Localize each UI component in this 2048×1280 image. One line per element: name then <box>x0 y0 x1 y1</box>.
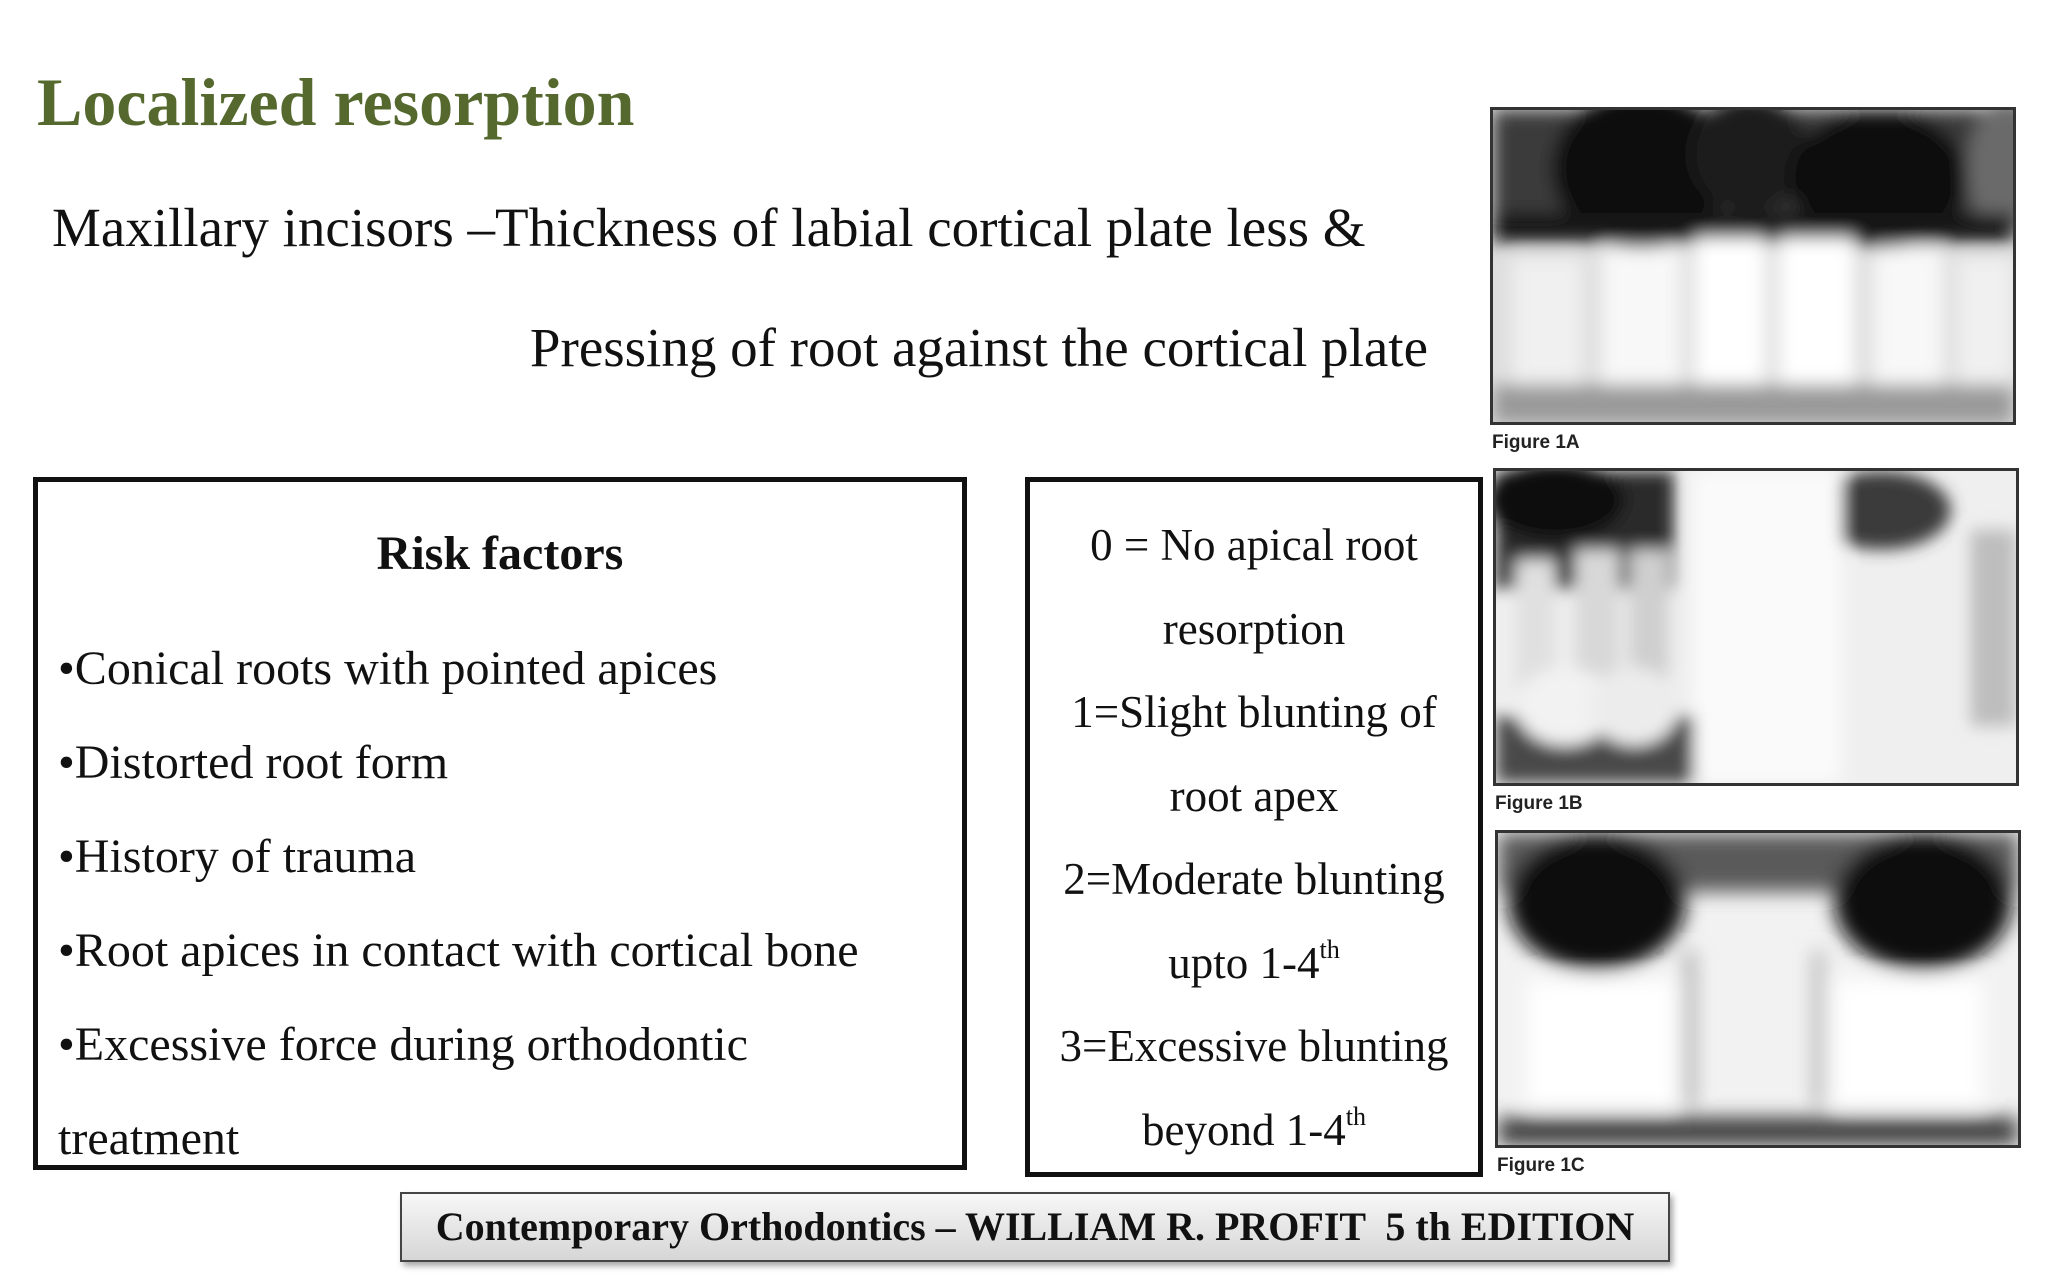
scale-line-text: 0 = No apical root <box>1090 520 1418 570</box>
scale-line-text: 3=Excessive blunting <box>1059 1021 1449 1071</box>
intro-line-1: Maxillary incisors –Thickness of labial cortical plate less & <box>52 197 1366 258</box>
resorption-scale-list <box>1030 504 1478 1172</box>
scale-line-text: upto 1-4 <box>1168 937 1320 988</box>
figure-1c <box>1495 830 2021 1175</box>
radiograph-image <box>1493 468 2019 786</box>
risk-factor-item: •Conical roots with pointed apices <box>58 642 718 695</box>
scale-line-text: root apex <box>1169 770 1339 821</box>
scale-line <box>1030 671 1478 755</box>
risk-factor-item: treatment <box>58 1112 240 1165</box>
intro-line-2: Pressing of root against the cortical plate <box>529 317 1428 378</box>
scale-line <box>1030 838 1478 922</box>
risk-factor-item: •History of trauma <box>58 830 417 883</box>
scale-line <box>1030 588 1478 672</box>
figure-caption: Figure 1B <box>1495 793 1583 814</box>
scale-line-text: 1=Slight blunting of <box>1071 687 1437 737</box>
scale-line <box>1030 1005 1478 1089</box>
radiograph-image <box>1495 830 2021 1148</box>
risk-factors-list <box>58 622 942 1186</box>
scale-line <box>1030 755 1478 839</box>
scale-line-superscript: th <box>1319 934 1340 964</box>
scale-line-text: resorption <box>1162 603 1346 654</box>
figure-1a <box>1490 107 2016 452</box>
risk-factor-item: •Excessive force during orthodontic <box>58 1018 748 1071</box>
figure-1b <box>1493 468 2019 813</box>
scale-line <box>1030 1089 1478 1173</box>
scale-line <box>1030 922 1478 1006</box>
scale-line <box>1030 504 1478 588</box>
scale-line-text: beyond 1-4 <box>1141 1104 1346 1155</box>
resorption-scale-box <box>1025 477 1483 1177</box>
figure-caption: Figure 1C <box>1497 1155 1585 1176</box>
figure-caption: Figure 1A <box>1492 432 1580 453</box>
risk-factor-item: •Root apices in contact with cortical bone <box>58 924 859 977</box>
risk-factors-box <box>33 477 967 1170</box>
scale-line-text: 2=Moderate blunting <box>1063 854 1445 904</box>
risk-factor-item: •Distorted root form <box>58 736 449 789</box>
radiograph-image <box>1490 107 2016 425</box>
citation-banner: Contemporary Orthodontics – WILLIAM R. PROFIT 5 th EDITION <box>400 1192 1670 1262</box>
risk-factors-heading: Risk factors <box>376 527 624 580</box>
scale-line-superscript: th <box>1345 1101 1366 1131</box>
slide-title: Localized resorption <box>37 64 635 140</box>
